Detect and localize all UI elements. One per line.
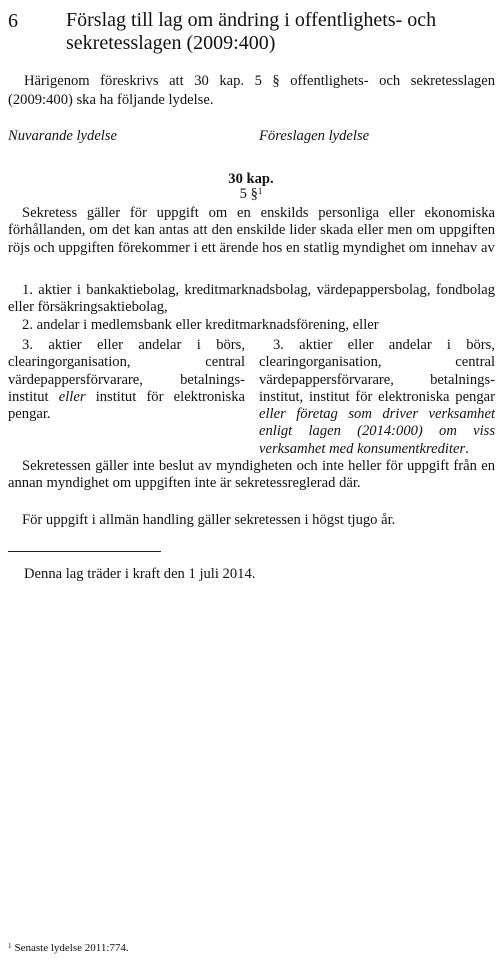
proposed-item-3 (259, 337, 495, 458)
section-number: 6 (8, 10, 18, 32)
effective-date-text: Denna lag träder i kraft den 1 juli 2014. (24, 566, 256, 582)
proposed-item-3-emphasis: eller företag som driver verksamhet enligt lagen (2014:000) om viss verksamhet med konsumentkrediter (259, 406, 495, 457)
list-item (8, 317, 495, 334)
proposed-item-3-text (259, 337, 495, 458)
section-heading (0, 186, 502, 203)
footnote (8, 941, 129, 955)
current-wording-label: Nuvarande lydelse (8, 128, 118, 144)
footnote-text: Senaste lydelse 2011:774. (14, 942, 129, 954)
list-item (8, 282, 495, 317)
current-item-3 (8, 337, 245, 423)
current-item-3-before: 3. aktier eller andelar i börs, clearingorganisation, central värdepappersförvarare, betalningsinstitut (8, 337, 245, 405)
proposed-wording-label: Föreslagen lydelse (259, 128, 370, 144)
effective-date (8, 565, 495, 584)
duration-text: För uppgift i allmän handling gäller sekretessen i högst tjugo år. (22, 512, 396, 528)
duration-paragraph (8, 512, 495, 529)
footnote-number: 1 (8, 942, 12, 950)
page-title: Förslag till lag om ändring i offentlighets- och sekretesslagen (2009:400) (66, 9, 437, 54)
item-2-text: 2. andelar i medlemsbank eller kreditmarknadsförening, eller (22, 317, 379, 333)
main-paragraph-text: Sekretess gäller för uppgift om en enskilds personliga eller ekonomiska förhållanden, om det kan antas att den enskilde lider skada eller men om uppgiften röjs och uppgiften förekommer i ett ärende hos en statlig myndighet om innehav av (8, 205, 495, 256)
main-paragraph (8, 205, 495, 257)
intro-text: Härigenom föreskrivs att 30 kap. 5 § offentlighets- och sekretesslagen (2009:400) ska ha följande lydelse. (8, 73, 495, 108)
footnote-ref[interactable]: 1 (257, 186, 263, 196)
intro-paragraph (8, 72, 495, 110)
current-item-3-text (8, 337, 245, 423)
current-item-3-after: institut för elektroniska pengar. (8, 388, 245, 423)
divider (8, 551, 161, 552)
item-1-text: 1. aktier i bankaktiebolag, kreditmarknadsbolag, värdepappersbolag, fondbolag eller försäkringsaktiebolag, (8, 282, 495, 316)
exception-text: Sekretessen gäller inte beslut av myndigheten och inte heller för uppgift från en annan myndighet om uppgiften inte är sekretessreglerad där. (8, 458, 495, 492)
proposed-item-3-after: . (465, 440, 469, 457)
exception-paragraph (8, 458, 495, 493)
section-label: 5 § (239, 186, 258, 202)
proposed-item-3-before: 3. aktier eller andelar i börs, clearingorganisation, central värdepappersförvarare, betalningsinstitut, institut för elektroniska pengar (259, 337, 495, 405)
current-item-3-emphasis: eller (58, 388, 86, 405)
chapter-heading: 30 kap. (228, 171, 274, 187)
